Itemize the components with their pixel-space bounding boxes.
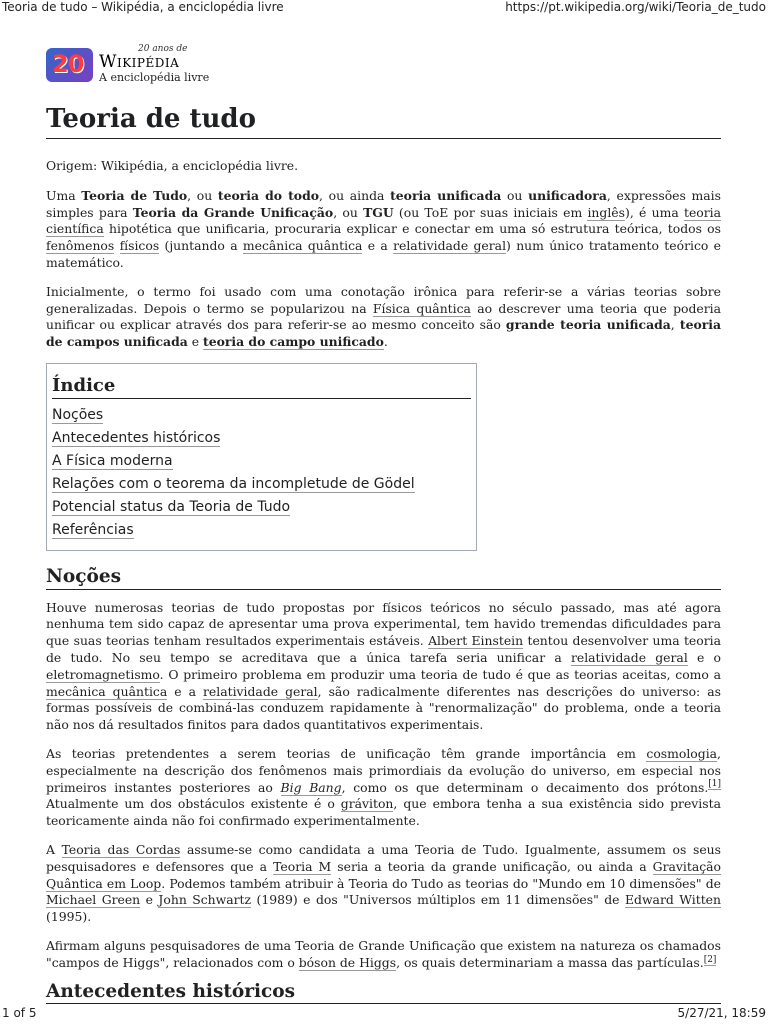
link-cosmologia[interactable]: cosmologia <box>646 745 718 761</box>
link-mecanica-quantica[interactable]: mecânica quântica <box>242 238 363 254</box>
section-heading-antecedentes: Antecedentes históricos <box>46 984 721 1005</box>
link-albert-einstein[interactable]: Albert Einstein <box>428 633 524 649</box>
link-teoria-cientifica[interactable]: teoria científica <box>46 204 722 237</box>
origin-note: Origem: Wikipédia, a enciclopédia livre. <box>46 158 299 173</box>
link-teoria-m[interactable]: Teoria M <box>273 858 332 874</box>
wikipedia-20-anos-badge-icon <box>46 48 93 82</box>
link-fenomenos[interactable]: fenômenos <box>46 238 115 254</box>
link-fisicos[interactable]: físicos <box>119 238 160 254</box>
link-relatividade-geral[interactable]: relatividade geral <box>570 649 688 665</box>
link-edward-witten[interactable]: Edward Witten <box>624 892 721 908</box>
table-of-contents <box>46 363 477 551</box>
toc-item-fisica-moderna[interactable]: A Física moderna <box>52 452 173 469</box>
link-relatividade-geral[interactable]: relatividade geral <box>202 683 318 699</box>
print-header-title: Teoria de tudo – Wikipédia, a enciclopédia livre <box>2 0 284 14</box>
print-footer-page: 1 of 5 <box>2 1006 37 1020</box>
logo-wordmark: Wikipédia <box>99 52 180 72</box>
wikipedia-logo[interactable] <box>46 44 216 86</box>
link-big-bang[interactable]: Big Bang <box>280 779 342 795</box>
toc-item-nocoes[interactable]: Noções <box>52 406 104 423</box>
link-ingles[interactable]: inglês <box>587 204 625 220</box>
logo-tagline: A enciclopédia livre <box>99 71 210 84</box>
toc-item-potencial-status[interactable]: Potencial status da Teoria de Tudo <box>52 498 291 515</box>
link-relatividade-geral[interactable]: relatividade geral <box>393 238 507 254</box>
toc-item-godel[interactable]: Relações com o teorema da incompletude de Gödel <box>52 475 415 492</box>
print-header <box>0 0 768 16</box>
section-heading-nocoes: Noções <box>46 569 721 590</box>
link-michael-green[interactable]: Michael Green <box>46 892 141 908</box>
link-boson-de-higgs[interactable]: bóson de Higgs <box>298 954 397 970</box>
link-fisica-quantica[interactable]: Física quântica <box>372 300 471 316</box>
link-eletromagnetismo[interactable]: eletromagnetismo <box>46 666 160 682</box>
nocoes-paragraph-4: Afirmam alguns pesquisadores de uma Teoria de Grande Unificação que existem na natureza os chamados "campos de Higgs", relacionados com o bóson de Higgs, os quais determinariam a massa das partículas.[2] <box>46 937 721 970</box>
link-graviton[interactable]: gráviton <box>340 796 394 812</box>
link-gravitacao-quantica-em-loop[interactable]: Gravitação Quântica em Loop <box>46 858 721 891</box>
logo-badge-number: 20 <box>52 50 84 78</box>
intro-paragraph-2: Inicialmente, o termo foi usado com uma conotação irônica para referir-se a várias teorias sobre generalizadas. Depois o termo se popularizou na Física quântica ao descrever uma teoria que poderia unificar ou explicar através dos para referir-se ao mesmo conceito são grande teoria unificada, teoria de campos unificada e teoria do campo unificado. <box>46 283 721 350</box>
toc-item-referencias[interactable]: Referências <box>52 521 134 538</box>
article-body <box>46 158 721 1014</box>
print-footer <box>0 1006 768 1022</box>
link-teoria-das-cordas[interactable]: Teoria das Cordas <box>61 841 181 857</box>
nocoes-paragraph-1: Houve numerosas teorias de tudo propostas por físicos teóricos no século passado, mas até agora nenhuma tem sido capaz de apresentar uma prova experimental, tem havido tremendas dificuldades para que suas teorias tenham resultados experimentais estáveis. Albert Einstein tentou desenvolver uma teoria de tudo. No seu tempo se acreditava que a única tarefa seria unificar a relatividade geral e o eletromagnetismo. O primeiro problema em produzir uma teoria de tudo é que as teorias aceitas, como a mecânica quântica e a relatividade geral, são radicalmente diferentes nas descrições do universo: as formas possíveis de combiná-las conduzem rapidamente à "renormalização" do problema, onde a teoria não nos dá resultados finitos para dados quantitativos experimentais. <box>46 599 722 733</box>
toc-item-antecedentes[interactable]: Antecedentes históricos <box>52 429 221 446</box>
intro-paragraph-1: Uma Teoria de Tudo, ou teoria do todo, ou ainda teoria unificada ou unificadora, expressões mais simples para Teoria da Grande Unificação, ou TGU (ou ToE por suas iniciais em inglês), é uma teoria científica hipotética que unificaria, procuraria explicar e conectar em uma só estrutura teórica, todos os fenômenos físicos (juntando a mecânica quântica e a relatividade geral) num único tratamento teórico e matemático. <box>46 187 722 270</box>
nocoes-paragraph-3: A Teoria das Cordas assume-se como candidata a uma Teoria de Tudo. Igualmente, assumem os seus pesquisadores e defensores que a Teoria M seria a teoria da grande unificação, ou ainda a Gravitação Quântica em Loop. Podemos também atribuir à Teoria do Tudo as teorias do "Mundo em 10 dimensões" de Michael Green e John Schwartz (1989) e dos "Universos múltiplos em 11 dimensões" de Edward Witten (1995). <box>46 841 721 925</box>
link-john-schwartz[interactable]: John Schwartz <box>158 892 252 908</box>
toc-title: Índice <box>52 378 471 399</box>
reference-2[interactable]: [2] <box>703 954 717 965</box>
print-header-url: https://pt.wikipedia.org/wiki/Teoria_de_tudo <box>505 0 766 14</box>
nocoes-paragraph-2: As teorias pretendentes a serem teorias de unificação têm grande importância em cosmologia, especialmente na descrição dos fenômenos mais primordiais da evolução do universo, em especial nos primeiros instantes posteriores ao Big Bang, como os que determinam o decaimento dos prótons.[1] Atualmente um dos obstáculos existente é o gráviton, que embora tenha a sua existência sido prevista teoricamente ainda não foi confirmado experimentalmente. <box>46 745 722 829</box>
link-mecanica-quantica[interactable]: mecânica quântica <box>46 683 168 699</box>
print-footer-datetime: 5/27/21, 18:59 <box>677 1006 766 1020</box>
logo-anniversary-text: 20 anos de <box>138 44 188 54</box>
reference-1[interactable]: [1] <box>708 779 722 790</box>
page-title: Teoria de tudo <box>46 104 721 139</box>
link-teoria-do-campo-unificado[interactable]: teoria do campo unificado <box>202 334 384 350</box>
